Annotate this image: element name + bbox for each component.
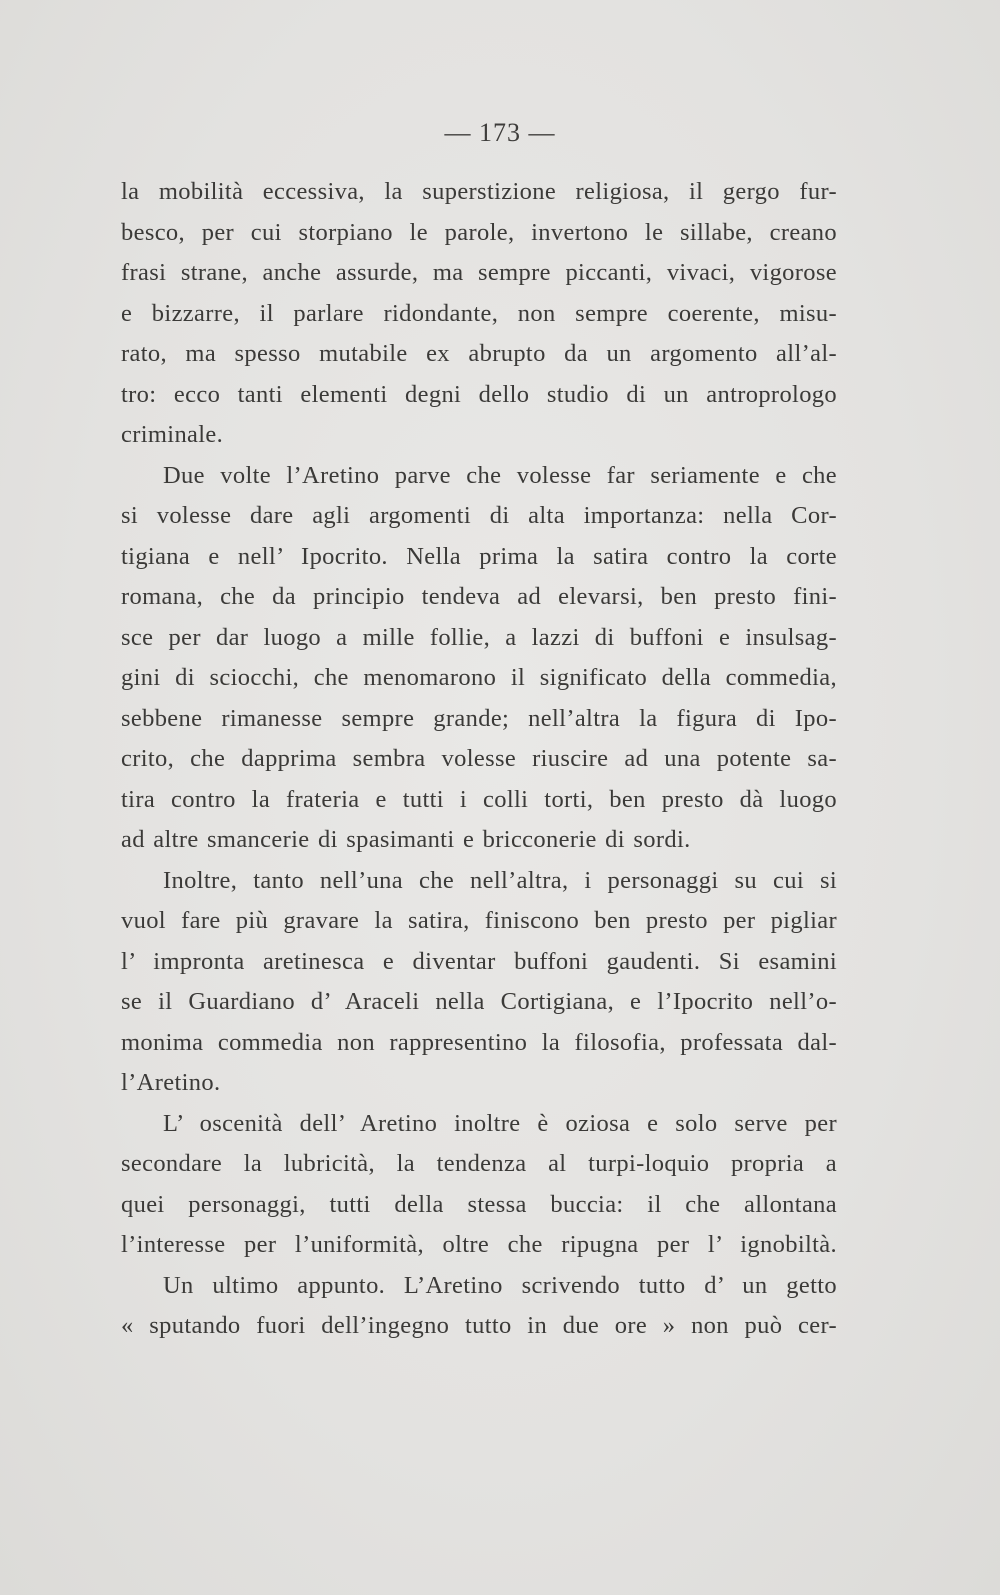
text-line: L’ oscenità dell’ Aretino inoltre è oziosa e solo serve per <box>163 1109 837 1137</box>
text-line: tira contro la frateria e tutti i colli torti, ben presto dà luogo <box>121 785 837 813</box>
paragraph <box>121 172 837 456</box>
text-line: si volesse dare agli argomenti di alta importanza: nella Cor- <box>121 502 837 529</box>
text-line: quei personaggi, tutti della stessa buccia: il che allontana <box>121 1190 837 1218</box>
text-line: criminale. <box>121 421 224 448</box>
text-line: secondare la lubricità, la tendenza al turpi-loquio propria a <box>121 1150 837 1177</box>
text-line: tro: ecco tanti elementi degni dello studio di un antroprologo <box>121 380 837 408</box>
text-line: gini di sciocchi, che menomarono il significato della commedia, <box>121 664 837 691</box>
text-line: l’interesse per l’uniformità, oltre che ripugna per l’ ignobiltà. <box>121 1231 837 1258</box>
page-number: — 173 — <box>444 118 556 147</box>
text-line: rato, ma spesso mutabile ex abrupto da un argomento all’al- <box>121 340 837 367</box>
text-line: tigiana e nell’ Ipocrito. Nella prima la satira contro la corte <box>121 542 837 570</box>
text-line: se il Guardiano d’ Araceli nella Cortigiana, e l’Ipocrito nell’o- <box>121 988 837 1015</box>
text-line: Un ultimo appunto. L’Aretino scrivendo tutto d’ un getto <box>163 1271 837 1299</box>
paragraph <box>121 861 837 1104</box>
text-line: la mobilità eccessiva, la superstizione religiosa, il gergo fur- <box>121 178 837 205</box>
text-line: l’Aretino. <box>121 1069 221 1096</box>
paragraph <box>121 456 837 861</box>
text-line: Inoltre, tanto nell’una che nell’altra, i personaggi su cui si <box>163 866 837 894</box>
text-line: ad altre smancerie di spasimanti e bricconerie di sordi. <box>121 826 691 853</box>
text-line: frasi strane, anche assurde, ma sempre piccanti, vivaci, vigorose <box>121 259 837 286</box>
text-line: romana, che da principio tendeva ad elevarsi, ben presto fini- <box>121 583 837 610</box>
text-line: monima commedia non rappresentino la filosofia, professata dal- <box>121 1028 837 1056</box>
text-line: sebbene rimanesse sempre grande; nell’altra la figura di Ipo- <box>121 704 837 732</box>
text-line: crito, che dapprima sembra volesse riuscire ad una potente sa- <box>121 745 837 772</box>
text-line: sce per dar luogo a mille follie, a lazzi di buffoni e insulsag- <box>121 623 837 651</box>
text-line: e bizzarre, il parlare ridondante, non sempre coerente, misu- <box>121 299 837 327</box>
text-line: Due volte l’Aretino parve che volesse far seriamente e che <box>163 461 837 489</box>
paragraph <box>121 1104 837 1266</box>
text-line: vuol fare più gravare la satira, finiscono ben presto per pigliar <box>121 907 837 934</box>
text-line: besco, per cui storpiano le parole, invertono le sillabe, creano <box>121 218 837 246</box>
text-line: l’ impronta aretinesca e diventar buffoni gaudenti. Si esamini <box>121 947 837 975</box>
body-text <box>121 172 837 1347</box>
text-line: « sputando fuori dell’ingegno tutto in due ore » non può cer- <box>121 1312 837 1339</box>
paragraph <box>121 1266 837 1347</box>
